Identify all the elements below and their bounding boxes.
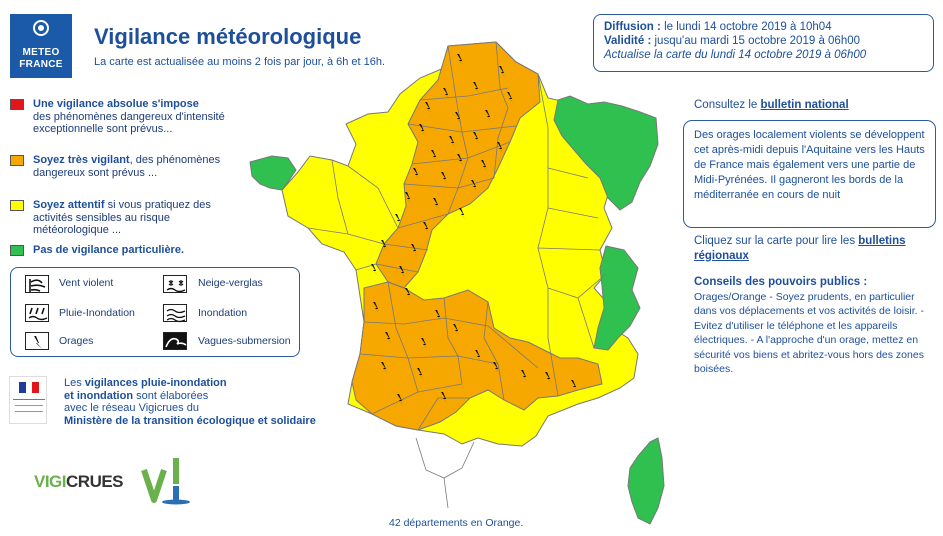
conseils-title: Conseils des pouvoirs publics : [694,276,868,288]
diffusion-label: Diffusion : [604,21,661,33]
wave-submersion-icon [163,332,187,350]
rain-flood-icon [25,304,49,322]
legend-swatch-yellow [10,200,24,211]
meteo-france-logo[interactable] [10,14,72,78]
legend-swatch-red [10,99,24,110]
validite-label: Validité : [604,35,652,47]
ministry-bold3: Ministère de la transition écologique et solidaire [64,414,316,427]
legend-orange-text: , des phénomènes dangereux sont prévus ... [33,154,221,179]
vigicrues-logo[interactable]: VIGICRUES [34,472,124,491]
logo-text-line2: FRANCE [19,59,63,70]
hazard-wind-label: Vent violent [59,277,114,289]
legend-swatch-orange [10,155,24,166]
regional-bulletins: Cliquez sur la carte pour lire les bulletins régionaux [694,235,906,262]
ministry-text: Les vigilances pluie-inondation et inondation sont élaborées avec le réseau Vigicrues du Ministère de la transition écologique et solidaire [64,377,316,427]
legend-red-text: des phénomènes dangereux d'intensité exceptionnelle sont prévus... [33,110,225,135]
logo-text-line1: METEO [22,47,60,58]
ministry-logo[interactable] [9,376,47,424]
french-flag-icon [19,382,39,393]
snow-ice-icon [163,275,187,293]
ministry-bold1: vigilances pluie-inondation [84,377,227,389]
hazard-flood-label: Inondation [198,307,248,319]
logo-mark-icon [33,20,49,36]
bulletins-regionaux-link[interactable]: bulletins régionaux [694,235,906,262]
bulletin-national-link[interactable]: bulletin national [760,99,849,111]
page-title: Vigilance météorologique [94,24,362,49]
france-vigilance-map[interactable] [248,38,678,528]
diffusion-value: le lundi 14 octobre 2019 à 10h04 [664,21,832,33]
legend-green-bold: Pas de vigilance particulière. [33,244,185,256]
actualise-text: Actualise la carte du lundi 14 octobre 2019 à 06h00 [604,49,867,61]
legend-yellow-bold: Soyez attentif [33,199,105,211]
legend-orange-bold: Soyez très vigilant [33,154,130,166]
ministry-bold2: et inondation [64,389,134,402]
consult-national: Consultez le bulletin national [694,99,849,111]
conseils-text: Orages/Orange - Soyez prudents, en particulier dans vos déplacements et vos activités de loisir. - Evitez d'utiliser le téléphone et les appareils électriques. - A l'approche d'un orage, mettez en sécurité vos biens et abritez-vous hors des zones boisées. [694,290,924,375]
orange-count-footer: 42 départements en Orange. [389,517,524,529]
wind-icon [25,275,49,293]
hazard-snow-label: Neige-verglas [198,277,263,289]
legend-swatch-green [10,245,24,256]
national-bulletin-box: Des orages localement violents se développent cet après-midi depuis l'Aquitaine vers les Hauts de France mais également vers une partie de Midi-Pyrénées. Il gagneront les bords de la méditerranée en cours de nuit [683,120,936,228]
legend-yellow-text: si vous pratiquez des activités sensibles au risque météorologique ... [33,199,211,236]
hazard-wave-label: Vagues-submersion [198,335,291,347]
hazard-rain-label: Pluie-Inondation [59,307,135,319]
vi-logo-icon[interactable] [140,456,196,506]
hazard-storm-label: Orages [59,335,94,347]
page-subtitle: La carte est actualisée au moins 2 fois par jour, à 6h et 16h. [94,56,386,68]
public-advice [694,275,934,377]
map-green-corsica[interactable] [628,438,664,524]
flood-icon [163,304,187,322]
validite-value: jusqu'au mardi 15 octobre 2019 à 06h00 [654,35,861,47]
legend-red-bold: Une vigilance absolue s'impose [33,98,199,110]
storm-icon [25,332,49,350]
